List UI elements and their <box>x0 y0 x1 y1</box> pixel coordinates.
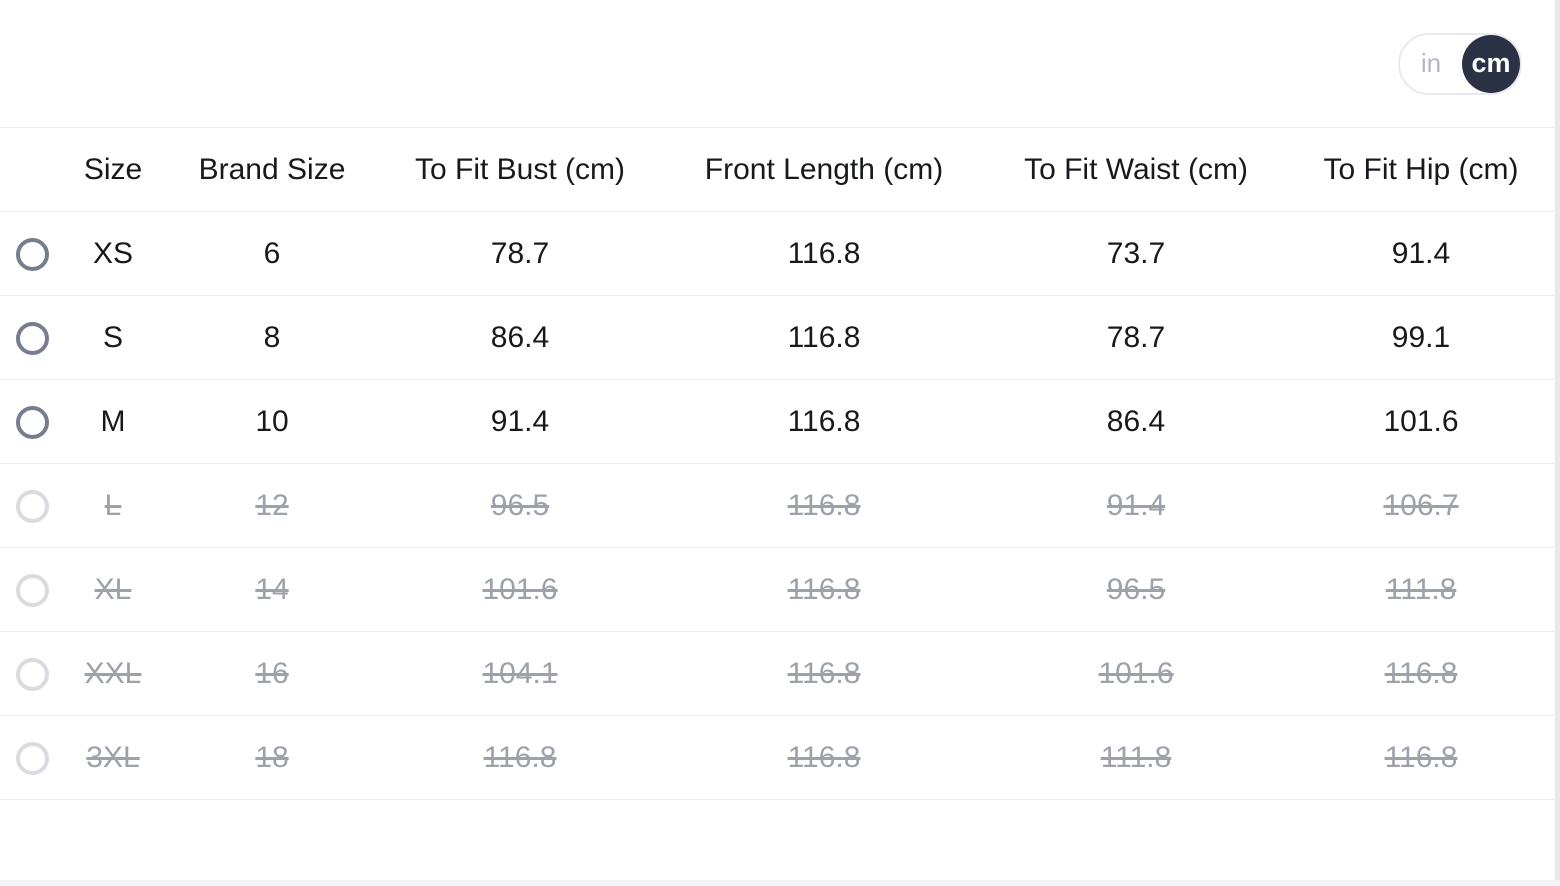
table-row[interactable] <box>0 212 1560 296</box>
front-length-cell: 116.8 <box>787 572 861 606</box>
hip-cell: 101.6 <box>1383 404 1459 438</box>
size-cell: 3XL <box>86 740 140 774</box>
waist-cell: 78.7 <box>1106 320 1166 354</box>
bust-cell: 96.5 <box>490 488 550 522</box>
size-radio[interactable] <box>16 406 49 439</box>
table-row[interactable] <box>0 296 1560 380</box>
radio-cell <box>0 548 64 632</box>
brand-size-cell: 16 <box>255 656 289 690</box>
size-cell: S <box>102 320 123 354</box>
size-cell: XXL <box>84 656 142 690</box>
radio-cell <box>0 296 64 380</box>
waist-cell: 111.8 <box>1100 740 1172 774</box>
front-length-cell: 116.8 <box>787 488 861 522</box>
size-radio[interactable] <box>16 238 49 271</box>
column-header-waist: To Fit Waist (cm) <box>1024 152 1248 186</box>
toolbar <box>0 0 1560 127</box>
table-header-row <box>0 128 1560 212</box>
size-chart-table <box>0 127 1560 800</box>
column-header-front-length: Front Length (cm) <box>704 152 944 186</box>
hip-cell: 91.4 <box>1391 236 1451 270</box>
bust-cell: 116.8 <box>483 740 557 774</box>
hip-cell: 116.8 <box>1384 656 1458 690</box>
radio-cell <box>0 212 64 296</box>
bust-cell: 86.4 <box>490 320 550 354</box>
hip-cell: 99.1 <box>1391 320 1451 354</box>
front-length-cell: 116.8 <box>787 404 861 438</box>
column-header-bust: To Fit Bust (cm) <box>414 152 625 186</box>
table-row <box>0 548 1560 632</box>
size-radio-disabled <box>16 742 49 775</box>
radio-column-header <box>0 128 64 212</box>
bust-cell: 91.4 <box>490 404 550 438</box>
table-row[interactable] <box>0 380 1560 464</box>
bust-cell: 104.1 <box>482 656 558 690</box>
size-cell: L <box>104 488 122 522</box>
brand-size-cell: 18 <box>255 740 289 774</box>
table-row <box>0 464 1560 548</box>
front-length-cell: 116.8 <box>787 236 861 270</box>
radio-cell <box>0 632 64 716</box>
radio-cell <box>0 380 64 464</box>
radio-cell <box>0 464 64 548</box>
size-cell: XL <box>94 572 132 606</box>
brand-size-cell: 6 <box>263 236 281 270</box>
column-header-hip: To Fit Hip (cm) <box>1323 152 1519 186</box>
waist-cell: 86.4 <box>1106 404 1166 438</box>
size-radio-disabled <box>16 574 49 607</box>
front-length-cell: 116.8 <box>787 320 861 354</box>
brand-size-cell: 10 <box>255 404 289 438</box>
brand-size-cell: 14 <box>255 572 289 606</box>
size-radio-disabled <box>16 490 49 523</box>
table-row <box>0 716 1560 800</box>
hip-cell: 106.7 <box>1383 488 1459 522</box>
size-radio[interactable] <box>16 322 49 355</box>
front-length-cell: 116.8 <box>787 656 861 690</box>
radio-cell <box>0 716 64 800</box>
brand-size-cell: 12 <box>255 488 289 522</box>
column-header-brand-size: Brand Size <box>198 152 346 186</box>
waist-cell: 101.6 <box>1098 656 1174 690</box>
size-radio-disabled <box>16 658 49 691</box>
scrollbar-track[interactable] <box>1555 0 1560 886</box>
bottom-divider <box>0 880 1560 886</box>
hip-cell: 116.8 <box>1384 740 1458 774</box>
table-row <box>0 632 1560 716</box>
size-cell: M <box>100 404 126 438</box>
bust-cell: 78.7 <box>490 236 550 270</box>
front-length-cell: 116.8 <box>787 740 861 774</box>
size-cell: XS <box>92 236 134 270</box>
bust-cell: 101.6 <box>482 572 558 606</box>
waist-cell: 73.7 <box>1106 236 1166 270</box>
waist-cell: 91.4 <box>1106 488 1166 522</box>
waist-cell: 96.5 <box>1106 572 1166 606</box>
column-header-size: Size <box>83 152 143 186</box>
unit-toggle[interactable] <box>1398 33 1522 95</box>
unit-option-cm[interactable]: cm <box>1462 35 1520 93</box>
brand-size-cell: 8 <box>263 320 281 354</box>
hip-cell: 111.8 <box>1385 572 1457 606</box>
unit-option-in[interactable]: in <box>1420 48 1442 78</box>
